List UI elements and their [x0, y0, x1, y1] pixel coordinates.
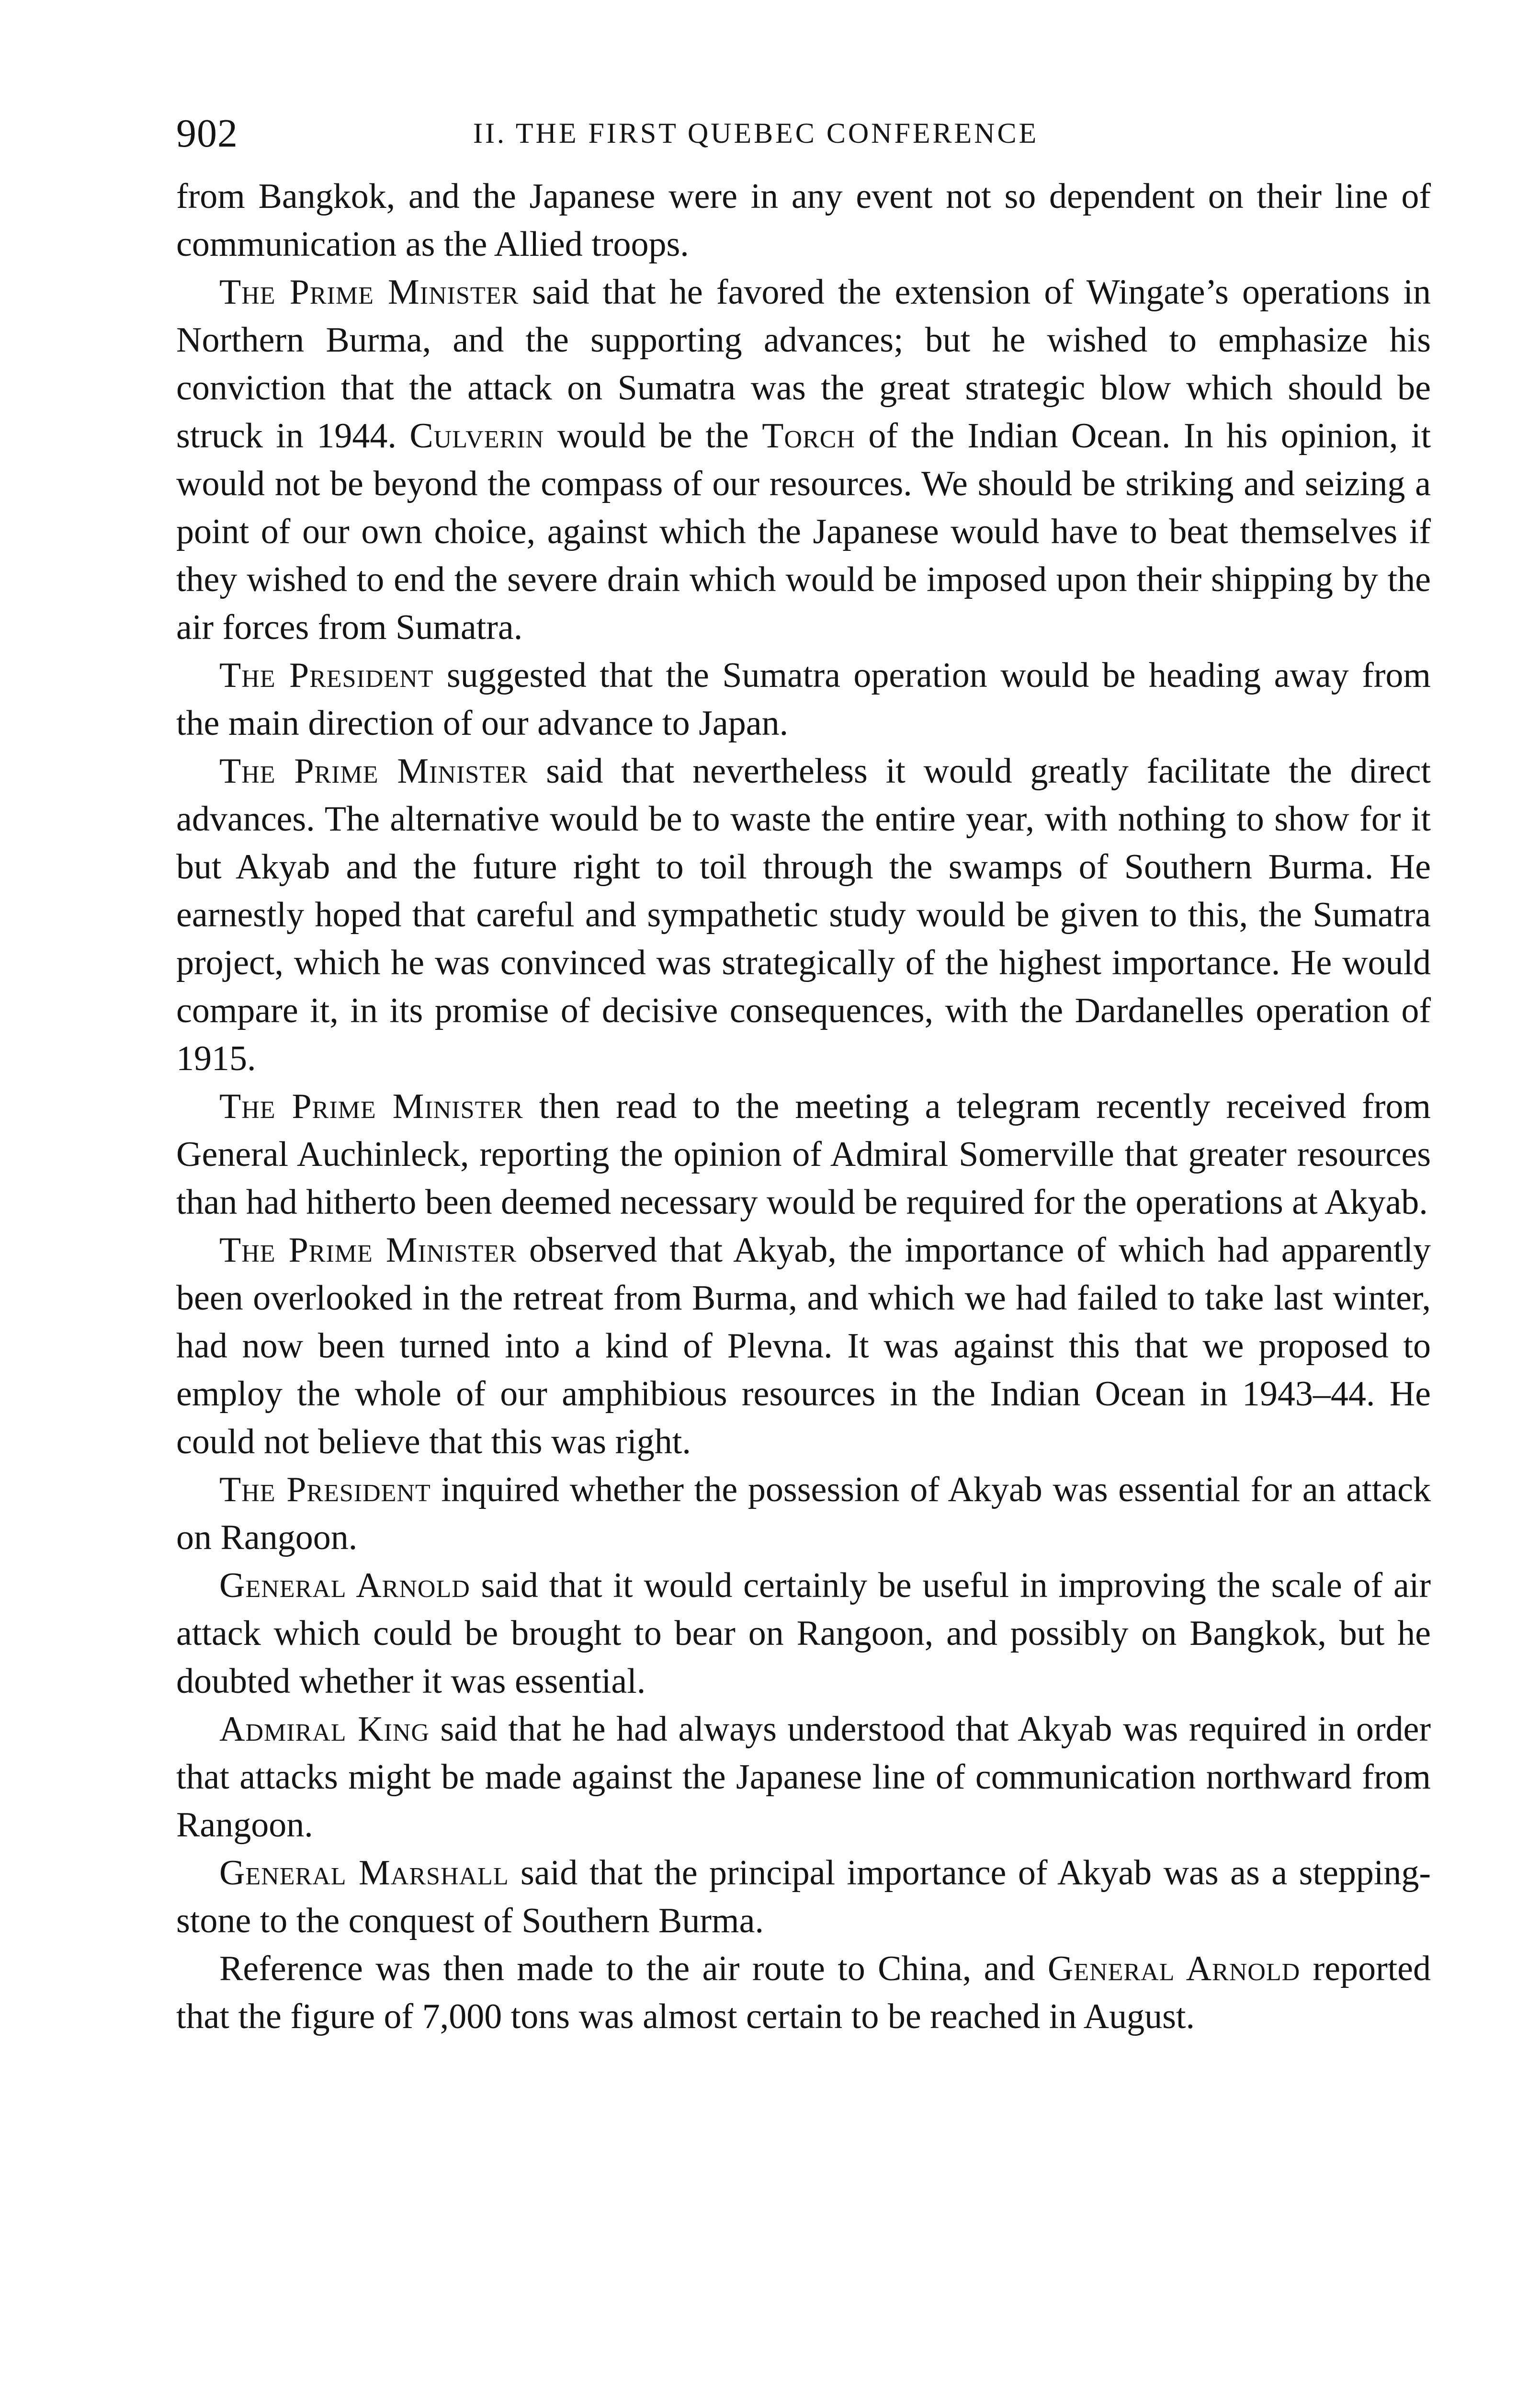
speaker-name: General Marshall — [219, 1853, 509, 1893]
paragraph-text: observed that Akyab, the importance of which had apparently been overlooked in the retreat from Burma, and which we had failed to take last winter, had now been turned into a kind of Plevna. It was against this that we proposed to employ the whole of our amphibious resources in the Indian Ocean in 1943–44. He could not believe that this was right. — [176, 1231, 1431, 1461]
paragraph-admiral-king — [176, 1705, 1431, 1849]
speaker-name: General Arnold — [1047, 1949, 1301, 1988]
running-title: II. THE FIRST QUEBEC CONFERENCE — [473, 117, 1039, 149]
code-name-torch: Torch — [762, 416, 855, 456]
speaker-name: The Prime Minister — [219, 752, 528, 791]
paragraph-text: inquired whether the possession of Akyab was essential for an attack on Rangoon. — [176, 1470, 1431, 1557]
paragraph-air-route-china — [176, 1945, 1431, 2041]
speaker-name: The Prime Minister — [219, 1231, 517, 1270]
speaker-name: The President — [219, 656, 434, 695]
paragraph-general-marshall — [176, 1849, 1431, 1945]
paragraph-text: said that it would certainly be useful in improving the scale of air attack which could be brought to bear on Rangoon, and possibly on Bangkok, but he doubted whether it was essential. — [176, 1566, 1431, 1701]
paragraph-text: said that nevertheless it would greatly facilitate the direct advances. The alternative would be to waste the entire year, with nothing to show for it but Akyab and the future right to toil through the swamps of Southern Burma. He earnestly hoped that careful and sympathetic study would be given to this, the Sumatra project, which he was convinced was strategically of the highest importance. He would compare it, in its promise of decisive consequences, with the Dardanelles operation of 1915. — [176, 752, 1431, 1078]
paragraph-text: of the Indian Ocean. In his opinion, it would not be beyond the compass of our resources. We should be striking and seizing a point of our own choice, against which the Japanese would have to beat themselves if they wished to end the severe drain which would be imposed upon their shipping by the air forces from Sumatra. — [176, 416, 1431, 647]
code-name-culverin: Culverin — [409, 416, 544, 456]
paragraph-president-sumatra — [176, 651, 1431, 747]
document-page — [176, 96, 1431, 2041]
speaker-name: General Arnold — [219, 1566, 470, 1605]
page-number: 902 — [176, 111, 238, 156]
paragraph-president-rangoon — [176, 1466, 1431, 1562]
paragraph-prime-minister-culverin — [176, 268, 1431, 651]
paragraph-prime-minister-akyab — [176, 1226, 1431, 1466]
paragraph-text: Reference was then made to the air route to China, and — [219, 1949, 1048, 1988]
speaker-name: The Prime Minister — [219, 273, 519, 312]
speaker-name: Admiral King — [219, 1710, 430, 1749]
paragraph-text: said that he had always understood that Akyab was required in order that attacks might be made against the Japanese line of communication northward from Rangoon. — [176, 1710, 1431, 1845]
paragraph-general-arnold — [176, 1562, 1431, 1705]
paragraph-text: suggested that the Sumatra operation would be heading away from the main direction of our advance to Japan. — [176, 656, 1431, 743]
paragraph-text: would be the — [544, 416, 762, 456]
paragraph-continuation — [176, 172, 1431, 268]
paragraph-prime-minister-advances — [176, 747, 1431, 1083]
body-text — [176, 172, 1431, 2041]
speaker-name: The President — [219, 1470, 431, 1509]
paragraph-text: said that the principal importance of Akyab was as a stepping-stone to the conquest of Southern Burma. — [176, 1853, 1431, 1940]
paragraph-text: from Bangkok, and the Japanese were in any event not so dependent on their line of communication as the Allied troops. — [176, 177, 1431, 264]
paragraph-text: then read to the meeting a telegram recently received from General Auchinleck, reporting the opinion of Admiral Somerville that greater resources than had hitherto been deemed necessary would be required for the operations at Akyab. — [176, 1087, 1431, 1222]
speaker-name: The Prime Minister — [219, 1087, 523, 1126]
running-head — [176, 96, 1431, 163]
paragraph-text: said that he favored the extension of Wingate’s operations in Northern Burma, and the supporting advances; but he wished to emphasize his conviction that the attack on Sumatra was the great strategic blow which should be struck in 1944. — [176, 273, 1431, 456]
paragraph-text: reported that the figure of 7,000 tons was almost certain to be reached in August. — [176, 1949, 1431, 2036]
paragraph-prime-minister-telegram — [176, 1083, 1431, 1226]
